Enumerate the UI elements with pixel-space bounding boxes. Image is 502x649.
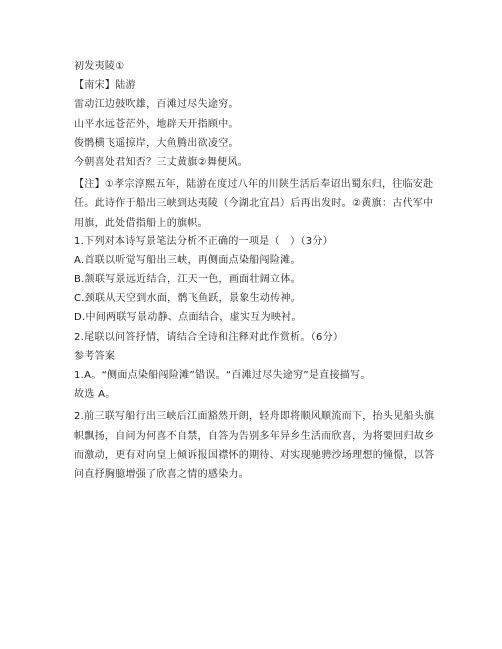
- question-1-option-b: B.颔联写景远近结合，江天一色，画面壮阔立体。: [74, 274, 301, 286]
- poem-title: 初发夷陵①: [74, 61, 125, 72]
- answer-1-choice: 故选 A。: [74, 389, 116, 401]
- question-1-option-c: C.颈联从天空到水面，鹘飞鱼跃，景象生动传神。: [74, 293, 302, 305]
- poem-line-3: 俊鹘横飞遥掠岸，大鱼腾出欲凌空。: [74, 137, 239, 149]
- answer-heading: 参考答案: [74, 350, 116, 362]
- question-1-stem: 1.下列对本诗写景笔法分析不正确的一项是（ ）（3分）: [74, 235, 334, 247]
- poem-line-2: 山平水远苍茫外，地辟天开指顾中。: [74, 118, 239, 130]
- poem-author: 【南宋】陆游: [74, 80, 136, 92]
- question-1-option-d: D.中间两联写景动静、点面结合，虚实互为映衬。: [74, 312, 302, 324]
- answer-2: 2.前三联写船行出三峡后江面豁然开朗，轻舟即将顺风顺流而下，抬头见船头旗帜飘扬，自问为何喜不自禁，自答为告别多年异乡生活而欣喜，为将要回归故乡而激动，更有对向皇上倾诉报国襟怀的期待、对实现驰骋沙场理想的憧憬，以答问直抒胸臆增强了欣喜之情的感染力。: [74, 411, 435, 481]
- question-2: 2.尾联以问答抒情，请结合全诗和注释对此作赏析。（6分）: [74, 331, 344, 343]
- poem-line-1: 雷动江边鼓吹雄，百滩过尽失途穷。: [74, 99, 239, 111]
- document-body: [74, 60, 436, 486]
- answer-1: 1.A。“侧面点染船闯险滩”错误。“百滩过尽失途穷”是直接描写。: [74, 370, 371, 382]
- question-1-option-a: A.首联以听觉写船出三峡，再侧面点染船闯险滩。: [74, 254, 301, 266]
- poem-line-4: 今朝喜处君知否？三丈黄旗②舞便风。: [74, 156, 249, 168]
- poem-note: 【注】①孝宗淳熙五年，陆游在度过八年的川陕生活后奉诏出蜀东归，往临安赴任。此诗作于船出三峡到达夷陵（今湖北宜昌）后再出发时。②黄旗：古代军中用旗，此处借指船上的旗帜。: [74, 179, 434, 229]
